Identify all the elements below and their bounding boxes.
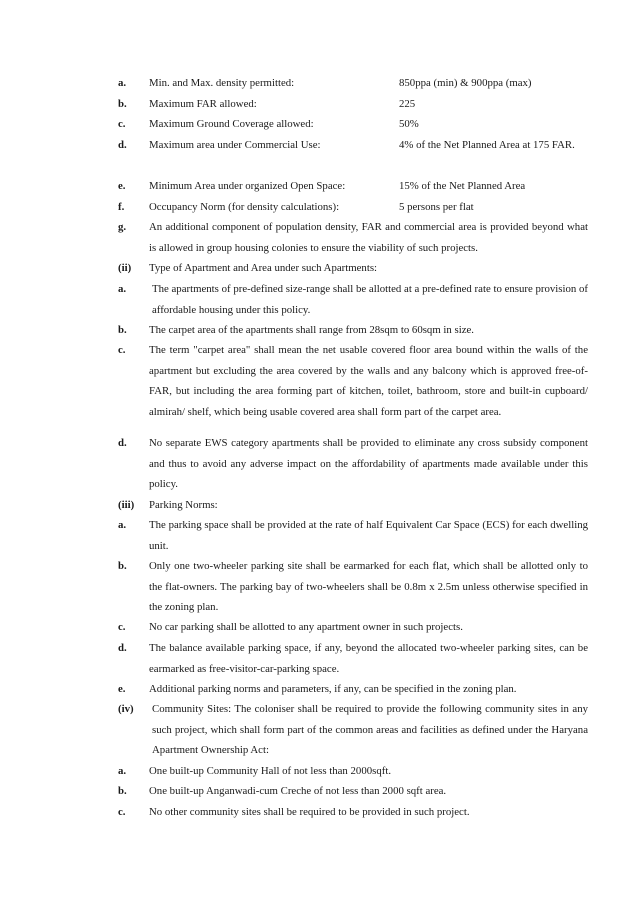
item-value: 5 persons per flat xyxy=(399,201,474,213)
item-label: a. xyxy=(118,519,127,531)
item-text: Additional parking norms and parameters, if any, can be specified in the zoning plan. xyxy=(149,683,517,695)
list-item xyxy=(118,781,588,802)
item-text: Only one two-wheeler parking site shall be earmarked for each flat, which shall be allotted only to the flat-owners. The parking bay of two-wheelers shall be 0.8m x 2.5m unless otherwise specified in the zoning plan. xyxy=(149,560,588,614)
item-label: b. xyxy=(118,324,127,336)
occupancy-item xyxy=(118,197,588,218)
item-label: f. xyxy=(118,201,125,213)
item-value: 15% of the Net Planned Area xyxy=(399,180,526,192)
item-label: c. xyxy=(118,621,126,633)
item-key: Min. and Max. density permitted: xyxy=(149,77,295,89)
list-item xyxy=(118,617,588,638)
item-text: The parking space shall be provided at the rate of half Equivalent Car Space (ECS) for each dwelling unit. xyxy=(149,519,588,552)
item-label: d. xyxy=(118,437,127,449)
ground-coverage-item xyxy=(118,114,588,135)
list-item xyxy=(118,638,588,679)
item-label: e. xyxy=(118,180,126,192)
commercial-use-item xyxy=(118,135,588,156)
list-item xyxy=(118,433,588,495)
additional-component-item xyxy=(118,217,588,258)
item-text: No separate EWS category apartments shall be provided to eliminate any cross subsidy component and thus to avoid any adverse impact on the affordability of apartments made available under this policy. xyxy=(149,437,588,491)
open-space-item xyxy=(118,176,588,197)
list-item xyxy=(118,679,588,700)
item-key: Maximum area under Commercial Use: xyxy=(149,139,321,151)
item-label: c. xyxy=(118,344,126,356)
section-heading-apartments xyxy=(118,258,588,279)
section-label: (iii) xyxy=(118,499,135,511)
item-value: 4% of the Net Planned Area at 175 FAR. xyxy=(399,139,575,151)
section-title: Parking Norms: xyxy=(149,499,218,511)
item-label: b. xyxy=(118,560,127,572)
density-item xyxy=(118,73,588,94)
section-title: Type of Apartment and Area under such Apartments: xyxy=(149,262,378,274)
item-text: An additional component of population density, FAR and commercial area is provided beyond what is allowed in group housing colonies to ensure the viability of such projects. xyxy=(149,221,588,254)
item-label: e. xyxy=(118,683,126,695)
item-text: One built-up Anganwadi-cum Creche of not less than 2000 sqft area. xyxy=(149,785,447,797)
list-item xyxy=(118,761,588,782)
list-item xyxy=(118,802,588,823)
item-label: b. xyxy=(118,785,127,797)
item-value: 50% xyxy=(399,118,419,130)
list-item xyxy=(118,515,588,556)
item-text: No other community sites shall be required to be provided in such project. xyxy=(149,806,470,818)
item-value: 850ppa (min) & 900ppa (max) xyxy=(399,77,532,89)
item-label: c. xyxy=(118,118,126,130)
item-text: The balance available parking space, if any, beyond the allocated two-wheeler parking sites, can be earmarked as free-visitor-car-parking space. xyxy=(149,642,588,675)
item-label: a. xyxy=(118,77,127,89)
item-text: The carpet area of the apartments shall range from 28sqm to 60sqm in size. xyxy=(149,324,474,336)
section-heading-parking xyxy=(118,495,588,516)
item-label: d. xyxy=(118,642,127,654)
item-key: Maximum Ground Coverage allowed: xyxy=(149,118,314,130)
section-heading-community xyxy=(118,699,588,761)
item-key: Minimum Area under organized Open Space: xyxy=(149,180,346,192)
section-label: (ii) xyxy=(118,262,132,274)
item-label: b. xyxy=(118,98,127,110)
item-value: 225 xyxy=(399,98,416,110)
list-item xyxy=(118,556,588,618)
item-text: One built-up Community Hall of not less than 2000sqft. xyxy=(149,765,392,777)
list-item xyxy=(118,279,588,320)
item-label: a. xyxy=(118,283,127,295)
item-text: No car parking shall be allotted to any apartment owner in such projects. xyxy=(149,621,463,633)
far-item xyxy=(118,94,588,115)
item-label: g. xyxy=(118,221,127,233)
item-label: d. xyxy=(118,139,127,151)
item-label: c. xyxy=(118,806,126,818)
item-label: a. xyxy=(118,765,127,777)
item-text: The apartments of pre-defined size-range shall be allotted at a pre-defined rate to ensure provision of affordable housing under this policy. xyxy=(152,283,588,316)
list-item xyxy=(118,320,588,341)
item-key: Maximum FAR allowed: xyxy=(149,98,257,110)
section-label: (iv) xyxy=(118,703,134,715)
list-item xyxy=(118,340,588,422)
section-text: Community Sites: The coloniser shall be required to provide the following community sites in any such project, which shall form part of the common areas and facilities as defined under the Haryana Apartment Ownership Act: xyxy=(152,703,588,757)
item-text: The term "carpet area" shall mean the net usable covered floor area bound within the walls of the apartment but excluding the area covered by the walls and any balcony which is approved free-of-FAR, but including the area forming part of kitchen, toilet, bathroom, store and built-in cupboard/ almirah/ shelf, which being usable covered area shall form part of the carpet area. xyxy=(149,344,588,418)
item-key: Occupancy Norm (for density calculations): xyxy=(149,201,340,213)
